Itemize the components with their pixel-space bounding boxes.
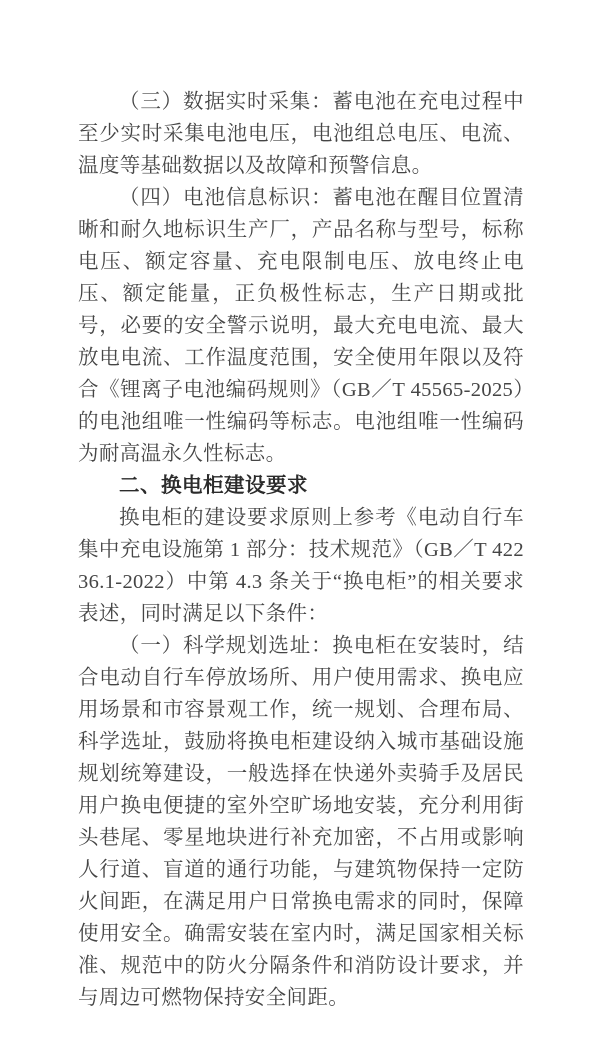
- paragraph-construction-requirements-intro: 换电柜的建设要求原则上参考《电动自行车集中充电设施第 1 部分：技术规范》（GB／T 42236.1-2022）中第 4.3 条关于“换电柜”的相关要求表述，同时满足以下条件：: [78, 507, 524, 625]
- paragraph-battery-information-marking: （四）电池信息标识：蓄电池在醒目位置清晰和耐久地标识生产厂，产品名称与型号，标称电压、额定容量、充电限制电压、放电终止电压、额定能量，正负极性标志，生产日期或批号，必要的安全警示说明，最大充电电流、最大放电电流、工作温度范围，安全使用年限以及符合《锂离子电池编码规则》（GB／T 45565-2025）的电池组唯一性编码等标志。电池组唯一性编码为耐高温永久性标志。: [78, 187, 524, 465]
- document-text-column: [78, 86, 524, 1054]
- paragraph-scientific-planning-site-selection: （一）科学规划选址：换电柜在安装时，结合电动自行车停放场所、用户使用需求、换电应用场景和市容景观工作，统一规划、合理布局、科学选址，鼓励将换电柜建设纳入城市基础设施规划统筹建设，一般选择在快递外卖骑手及居民用户换电便捷的室外空旷场地安装，充分利用街头巷尾、零星地块进行补充加密，不占用或影响人行道、盲道的通行功能，与建筑物保持一定防火间距，在满足用户日常换电需求的同时，保障使用安全。确需安装在室内时，满足国家相关标准、规范中的防火分隔条件和消防设计要求，并与周边可燃物保持安全间距。: [78, 635, 524, 1009]
- heading-section-two: 二、换电柜建设要求: [119, 474, 308, 497]
- paragraph-data-realtime-collection: （三）数据实时采集：蓄电池在充电过程中至少实时采集电池电压，电池组总电压、电流、温度等基础数据以及故障和预警信息。: [78, 91, 524, 177]
- page-bottom-whitespace: [78, 1014, 524, 1054]
